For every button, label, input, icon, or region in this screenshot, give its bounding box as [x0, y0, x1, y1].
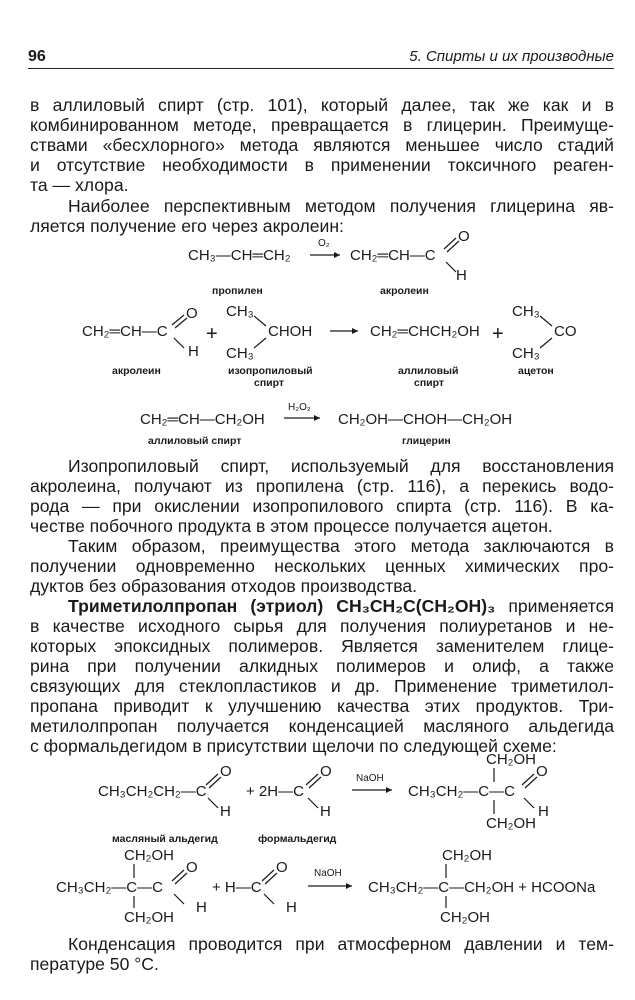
atom-o: O [186, 859, 198, 876]
text-line: Конденсация проводится при атмосферном давлении и тем- [68, 934, 614, 954]
reagent-naoh: NaOH [356, 773, 384, 784]
atom-h: H [220, 803, 231, 820]
plus-sign: + [206, 323, 218, 345]
product-formula: CH₃CH₂—C—CH₂OH + HCOONa [368, 879, 596, 896]
label-acetone: ацетон [518, 365, 554, 377]
bond-top [254, 316, 266, 326]
text-line: которых эпоксидных полимеров. Является заменителем глице- [30, 636, 614, 656]
label-propylene: пропилен [212, 285, 263, 297]
label-butanal: масляный альдегид [112, 833, 218, 845]
text-line: ляется получение его через акролеин: [30, 216, 344, 236]
allyl-alcohol-formula: CH₂═CHCH₂OH [370, 323, 480, 340]
text-line: получении одновременно нескольких ценных химических про- [30, 556, 614, 576]
text-line: Таким образом, преимущества этого метода заключаются в [68, 536, 614, 556]
propylene-formula: CH₃—CH═CH₂ [188, 247, 291, 264]
formaldehyde-formula: + 2H—C [246, 783, 304, 800]
atom-h: H [196, 899, 207, 916]
atom-h: H [188, 343, 199, 360]
text-line: в качестве исходного сырья для получения полиуретанов и не- [30, 616, 614, 636]
ch2oh-bottom: CH₂OH [440, 909, 490, 926]
arrow-head [334, 252, 340, 258]
arrow-head [352, 328, 358, 334]
label-allyl-alcohol: аллиловый спирт [148, 435, 242, 447]
bond-ch [524, 798, 534, 808]
atom-h: H [320, 803, 331, 820]
text-line: пературе 50 °C. [30, 954, 159, 974]
text-line: Изопропиловый спирт, используемый для восстановления [68, 456, 614, 476]
text-line: Наиболее перспективным методом получения глицерина яв- [68, 196, 614, 216]
text-line: метилолпропан получается конденсацией масляного альдегида [30, 716, 614, 736]
methyl-top: CH₃ [512, 303, 540, 320]
acrolein-formula: CH₂═CH—C [82, 323, 168, 340]
atom-h: H [538, 803, 549, 820]
text-line: та — хлора. [30, 175, 129, 195]
text-line: комбинированном методе, превращается в глицерин. Преимуще- [30, 115, 614, 135]
paragraph-6 [30, 934, 614, 974]
atom-o: O [220, 763, 232, 780]
choh-group: CHOH [268, 323, 313, 340]
methyl-bottom: CH₃ [226, 345, 254, 362]
glycerol-formula: CH₂OH—CHOH—CH₂OH [338, 411, 513, 428]
methyl-bottom: CH₃ [512, 345, 540, 362]
atom-o: O [276, 859, 288, 876]
reagent-h2o2: H₂O₂ [288, 402, 311, 413]
arrow-head [346, 883, 352, 889]
arrow-head [314, 415, 320, 421]
atom-o: O [536, 763, 548, 780]
scheme-acrolein-reduction [0, 298, 635, 394]
chapter-title: 5. Спирты и их производные [409, 48, 614, 65]
text-fragment: применяется [495, 596, 614, 616]
atom-o: O [186, 305, 198, 322]
label-acrolein: акролеин [380, 285, 429, 297]
bond-co [262, 870, 274, 881]
bond-top [540, 316, 552, 326]
paragraph-1 [30, 95, 614, 195]
formaldehyde-formula: + H—C [212, 879, 262, 896]
methyl-top: CH₃ [226, 303, 254, 320]
butanal-formula: CH₃CH₂CH₂—C [98, 783, 207, 800]
acrolein-formula: CH₂═CH—C [350, 247, 436, 264]
reactant-formula: CH₃CH₂—C—C [56, 879, 163, 896]
plus-sign: + [492, 323, 504, 345]
scheme-aldol-step-1 [0, 754, 635, 848]
scheme-glycerol-formation [0, 396, 635, 450]
label-formaldehyde: формальдегид [258, 833, 337, 845]
label-isopropyl-2: спирт [254, 377, 285, 389]
bond-ch [264, 894, 274, 904]
scheme-aldol-step-2 [0, 844, 635, 930]
page-number: 96 [28, 48, 46, 65]
bond-ch [208, 798, 218, 808]
label-allyl-2: спирт [414, 377, 445, 389]
label-allyl-1: аллиловый [398, 365, 459, 377]
atom-o: O [320, 763, 332, 780]
running-header [28, 46, 614, 69]
text-line: с формальдегидом в присутствии щелочи по следующей схеме: [30, 736, 557, 756]
text-line: ствами «бесхлорного» метода являются меньшее число стадий [30, 135, 614, 155]
bond-ch [446, 262, 456, 272]
text-line: рода — при окислении изопропилового спирта (стр. 116). В ка- [30, 496, 614, 516]
arrow-head [386, 787, 392, 793]
paragraph-4 [30, 536, 614, 596]
text-line: дуктов без образования отходов производства. [30, 576, 418, 596]
label-glycerol: глицерин [402, 435, 451, 447]
bond-co [172, 315, 184, 325]
bond-co [306, 774, 318, 785]
bond-bottom [254, 338, 266, 348]
bond-ch [174, 894, 184, 904]
text-line: акролеина, получают из пропилена (стр. 116), а перекись водо- [30, 476, 614, 496]
text-line: и отсутствие необходимости в применении токсичного реаген- [30, 155, 614, 175]
ch2oh-top: CH₂OH [124, 847, 174, 864]
bond-bottom [540, 338, 552, 348]
atom-h: H [456, 267, 467, 284]
bond-ch [174, 338, 184, 348]
label-isopropyl-1: изопропиловый [228, 365, 313, 377]
bond-co [522, 774, 534, 785]
scheme-propylene-oxidation [0, 228, 635, 300]
bond-co [444, 238, 456, 249]
text-line [30, 596, 614, 616]
label-acrolein: акролеин [112, 365, 161, 377]
text-line: связующих для стеклопластиков и др. Применение триметилол- [30, 676, 614, 696]
carbonyl-group: CO [554, 323, 577, 340]
reagent-o2: O₂ [318, 238, 330, 249]
ch2oh-top: CH₂OH [442, 847, 492, 864]
text-line: пропана приводит к улучшению качества этих продуктов. Три- [30, 696, 614, 716]
reagent-naoh: NaOH [314, 868, 342, 879]
text-line: в аллиловый спирт (стр. 101), который далее, так же как и в [30, 95, 614, 115]
text-line: рина при получении алкидных полимеров и олиф, а также [30, 656, 614, 676]
term-trimethylolpropane: Триметилолпропан (этриол) CH₃CH₂C(CH₂OH)₃ [68, 596, 496, 616]
bond-co [206, 774, 218, 785]
atom-h: H [286, 899, 297, 916]
paragraph-3 [30, 456, 614, 536]
ch2oh-bottom: CH₂OH [486, 815, 536, 832]
bond-co [172, 870, 184, 881]
ch2oh-top: CH₂OH [486, 754, 536, 768]
ch2oh-bottom: CH₂OH [124, 909, 174, 926]
product-formula: CH₃CH₂—C—C [408, 783, 515, 800]
atom-o: O [458, 228, 470, 245]
text-line: честве побочного продукта в этом процессе получается ацетон. [30, 516, 553, 536]
allyl-alcohol-formula: CH₂═CH—CH₂OH [140, 411, 265, 428]
bond-ch [308, 798, 318, 808]
paragraph-5 [30, 596, 614, 756]
